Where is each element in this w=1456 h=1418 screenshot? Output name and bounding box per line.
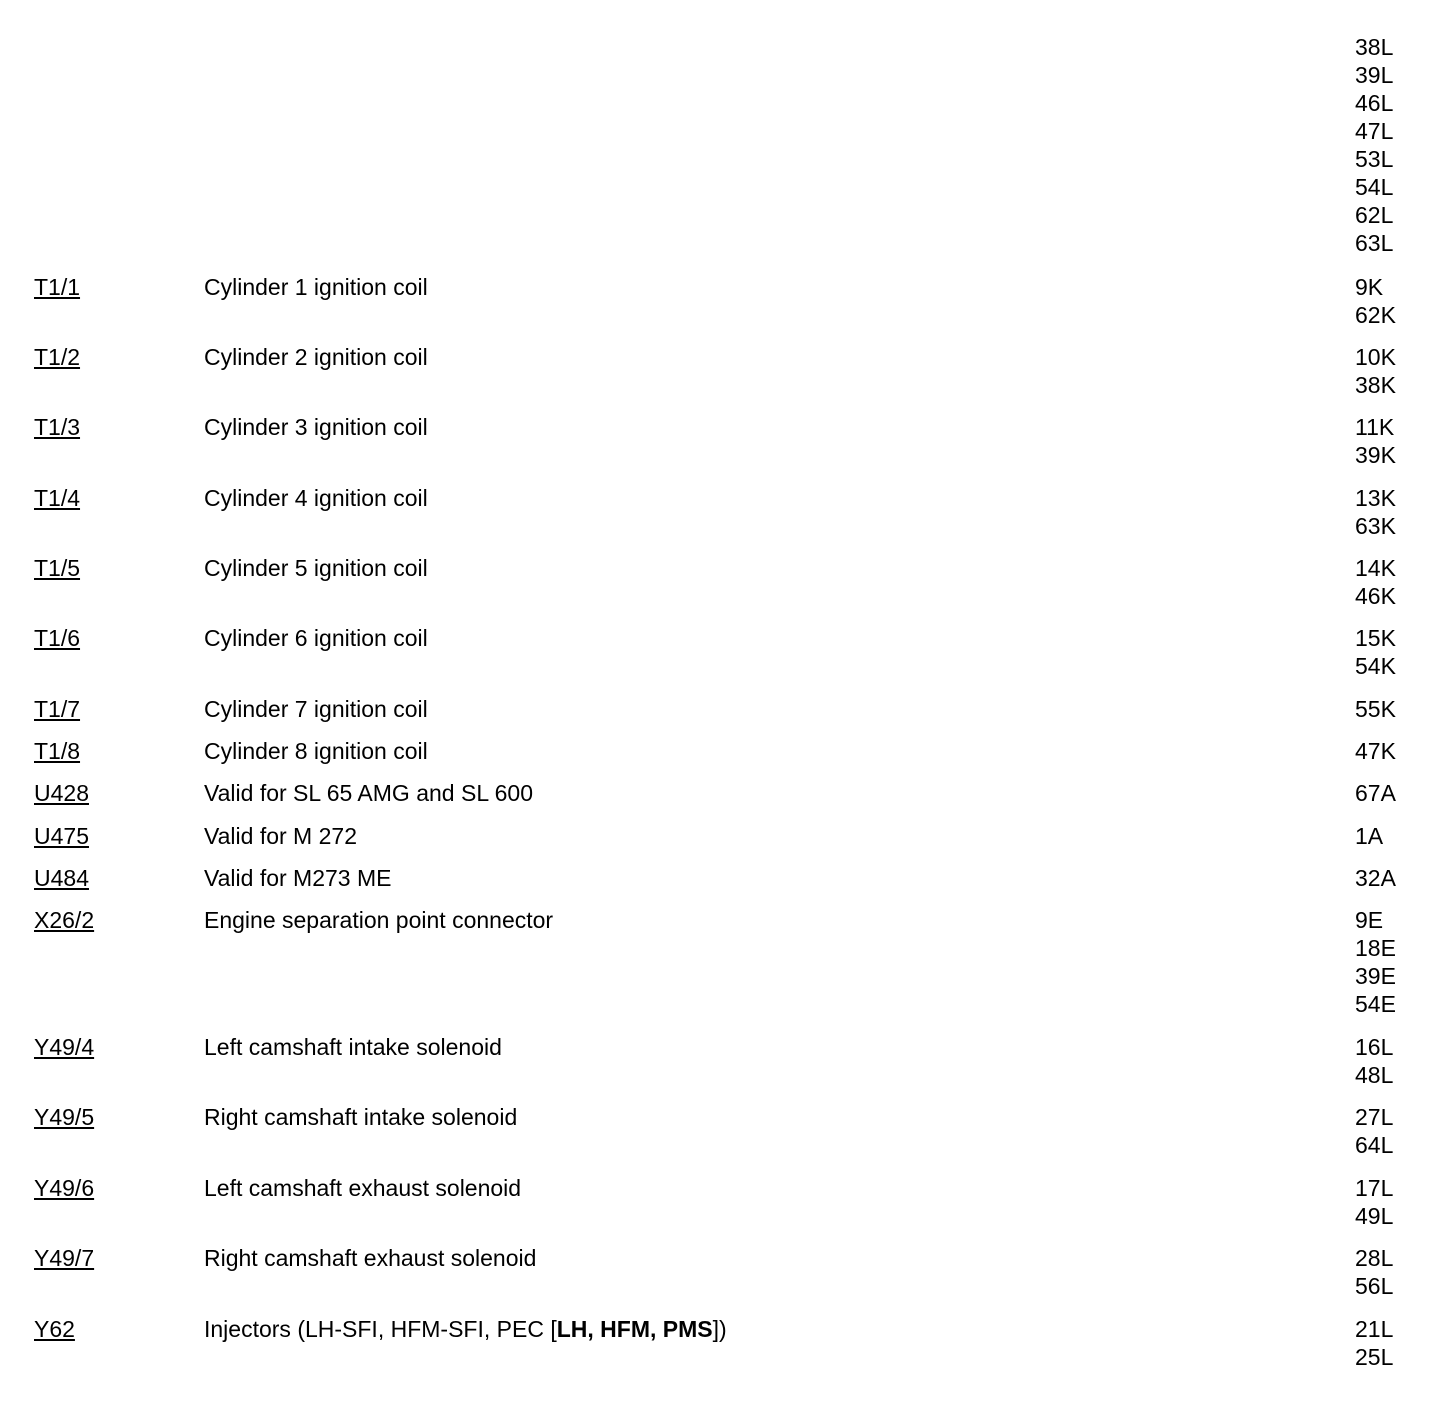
grid-ref: 9K xyxy=(1355,274,1384,300)
component-description: Valid for SL 65 AMG and SL 600 xyxy=(204,780,534,806)
grid-refs xyxy=(1355,343,1396,399)
grid-ref: 14K xyxy=(1355,555,1396,581)
grid-refs xyxy=(1355,1244,1393,1300)
component-code-link[interactable]: U484 xyxy=(34,865,89,891)
grid-refs xyxy=(1355,484,1396,540)
component-code-link[interactable]: T1/5 xyxy=(34,555,81,581)
component-code-link[interactable]: Y49/4 xyxy=(34,1034,95,1060)
grid-ref: 39L xyxy=(1355,62,1394,88)
component-code-link[interactable]: Y49/7 xyxy=(34,1245,95,1271)
grid-refs xyxy=(1355,1103,1393,1159)
component-code-link[interactable]: U475 xyxy=(34,823,89,849)
grid-ref: 54L xyxy=(1355,174,1394,200)
grid-ref: 53L xyxy=(1355,146,1394,172)
component-description: Cylinder 5 ignition coil xyxy=(204,555,428,581)
grid-refs xyxy=(1355,864,1396,892)
grid-ref: 38K xyxy=(1355,372,1396,398)
grid-ref: 18E xyxy=(1355,935,1396,961)
grid-refs xyxy=(1355,1315,1393,1371)
grid-refs xyxy=(1355,906,1396,1018)
grid-ref: 9E xyxy=(1355,907,1384,933)
grid-refs xyxy=(1355,1174,1393,1230)
grid-ref: 67A xyxy=(1355,780,1396,806)
grid-refs xyxy=(1355,1033,1393,1089)
component-code-link[interactable]: Y49/6 xyxy=(34,1175,95,1201)
component-description: Cylinder 8 ignition coil xyxy=(204,738,428,764)
grid-ref: 39E xyxy=(1355,963,1396,989)
component-description: Engine separation point connector xyxy=(204,907,554,933)
grid-refs xyxy=(1355,822,1383,850)
grid-refs xyxy=(1355,737,1396,765)
grid-ref: 11K xyxy=(1355,414,1395,440)
grid-refs xyxy=(1355,624,1396,680)
component-description: Valid for M273 ME xyxy=(204,865,392,891)
grid-refs xyxy=(1355,695,1396,723)
grid-ref: 62L xyxy=(1355,202,1394,228)
grid-ref: 54K xyxy=(1355,653,1396,679)
component-description: Valid for M 272 xyxy=(204,823,357,849)
grid-ref: 47L xyxy=(1355,118,1394,144)
grid-ref: 25L xyxy=(1355,1344,1394,1370)
grid-refs xyxy=(1355,779,1396,807)
grid-ref: 38L xyxy=(1355,34,1394,60)
component-description: Left camshaft intake solenoid xyxy=(204,1034,502,1060)
grid-ref: 56L xyxy=(1355,1273,1394,1299)
component-description: Cylinder 2 ignition coil xyxy=(204,344,428,370)
grid-ref: 17L xyxy=(1355,1175,1394,1201)
grid-ref: 46K xyxy=(1355,583,1396,609)
component-code-link[interactable]: T1/3 xyxy=(34,414,81,440)
component-description: Cylinder 3 ignition coil xyxy=(204,414,428,440)
grid-ref: 13K xyxy=(1355,485,1396,511)
component-description: Cylinder 6 ignition coil xyxy=(204,625,428,651)
component-description xyxy=(204,1315,727,1343)
component-code-link[interactable]: U428 xyxy=(34,780,89,806)
grid-ref: 21L xyxy=(1355,1316,1394,1342)
component-description: Cylinder 4 ignition coil xyxy=(204,485,428,511)
grid-ref: 54E xyxy=(1355,991,1396,1017)
grid-refs xyxy=(1355,273,1396,329)
description-text: ]) xyxy=(712,1316,727,1342)
grid-ref: 63L xyxy=(1355,230,1394,256)
continuation-refs xyxy=(1355,33,1393,257)
component-code-link[interactable]: T1/6 xyxy=(34,625,81,651)
component-code-link[interactable]: X26/2 xyxy=(34,907,95,933)
component-code-link[interactable]: T1/4 xyxy=(34,485,81,511)
grid-ref: 27L xyxy=(1355,1104,1394,1130)
grid-ref: 63K xyxy=(1355,513,1396,539)
grid-ref: 46L xyxy=(1355,90,1394,116)
grid-ref: 49L xyxy=(1355,1203,1394,1229)
component-description: Cylinder 1 ignition coil xyxy=(204,274,428,300)
component-code-link[interactable]: Y49/5 xyxy=(34,1104,95,1130)
grid-ref: 55K xyxy=(1355,696,1396,722)
component-description: Right camshaft exhaust solenoid xyxy=(204,1245,537,1271)
grid-ref: 15K xyxy=(1355,625,1396,651)
grid-refs xyxy=(1355,413,1396,469)
grid-ref: 32A xyxy=(1355,865,1396,891)
component-description: Right camshaft intake solenoid xyxy=(204,1104,518,1130)
component-description: Cylinder 7 ignition coil xyxy=(204,696,428,722)
component-code-link[interactable]: T1/8 xyxy=(34,738,81,764)
grid-ref: 48L xyxy=(1355,1062,1394,1088)
component-code-link[interactable]: T1/2 xyxy=(34,344,81,370)
grid-ref: 16L xyxy=(1355,1034,1394,1060)
description-text: Injectors (LH-SFI, HFM-SFI, PEC [ xyxy=(204,1316,557,1342)
component-code-link[interactable]: Y62 xyxy=(34,1316,75,1342)
grid-ref: 28L xyxy=(1355,1245,1394,1271)
grid-refs xyxy=(1355,554,1396,610)
grid-ref: 10K xyxy=(1355,344,1396,370)
component-code-link[interactable]: T1/1 xyxy=(34,274,81,300)
grid-ref: 39K xyxy=(1355,442,1396,468)
grid-ref: 62K xyxy=(1355,302,1396,328)
grid-ref: 1A xyxy=(1355,823,1384,849)
grid-ref: 64L xyxy=(1355,1132,1394,1158)
description-text-bold: LH, HFM, PMS xyxy=(556,1316,713,1342)
grid-ref: 47K xyxy=(1355,738,1396,764)
component-description: Left camshaft exhaust solenoid xyxy=(204,1175,522,1201)
component-code-link[interactable]: T1/7 xyxy=(34,696,81,722)
